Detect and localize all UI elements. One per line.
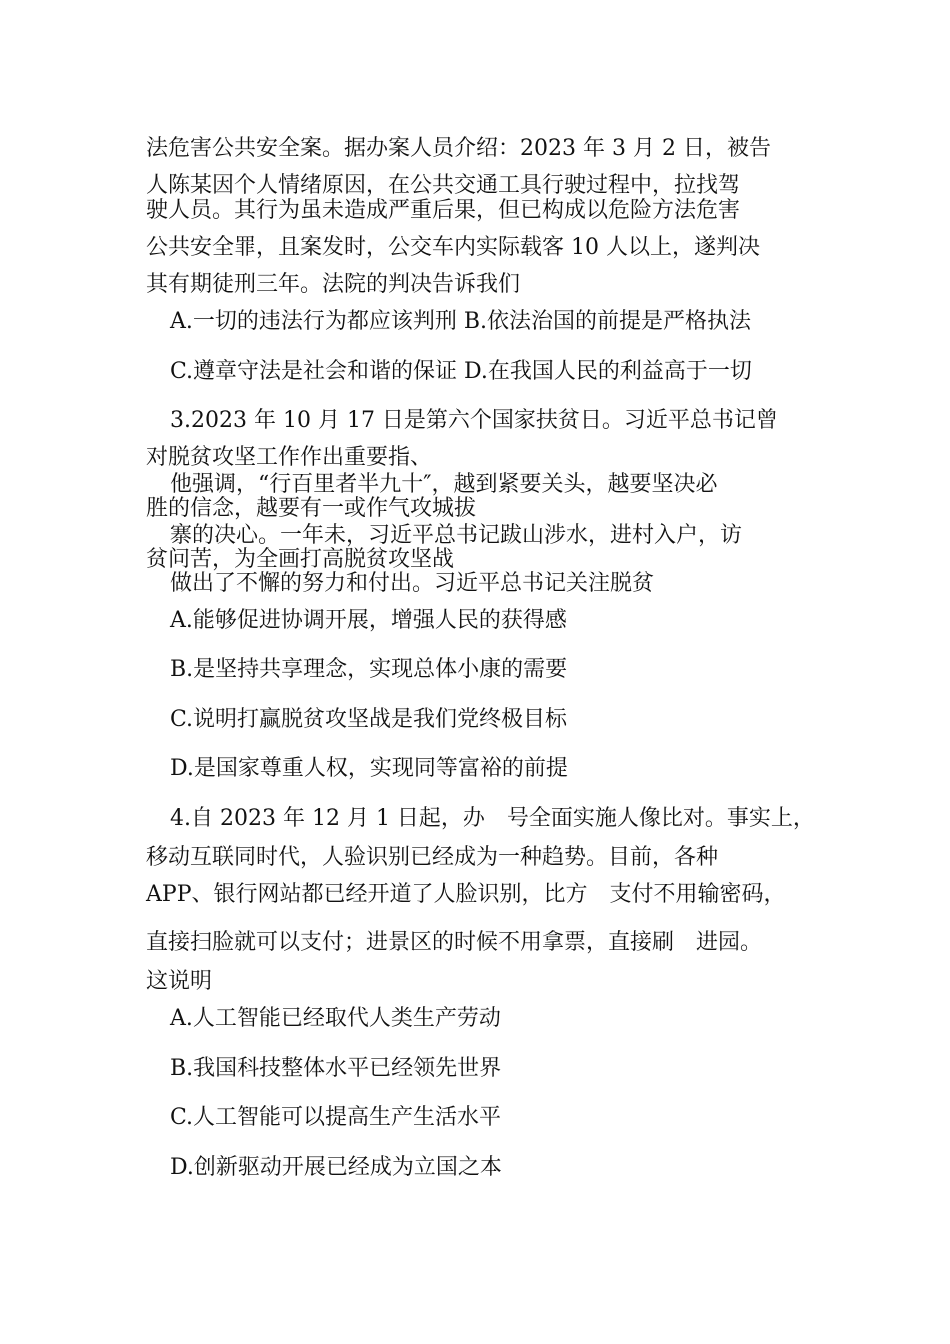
text-line: 他强调，“行百里者半九十″，越到紧要关头，越要坚决必 [170, 472, 718, 497]
option-line: A.一切的违法行为都应该判刑 B.依法治国的前提是严格执法 [170, 309, 752, 334]
option-line: B.是坚持共享理念，实现总体小康的需要 [170, 657, 568, 682]
text-line: 这说明 [146, 969, 213, 994]
text-line: 公共安全罪，且案发时，公交车内实际载客 10 人以上，遂判决 [146, 235, 760, 260]
option-line: D.是国家尊重人权，实现同等富裕的前提 [170, 756, 568, 781]
text-line: 移动互联同时代，人验识别已经成为一种趋势。目前，各种 [146, 845, 719, 870]
option-line: B.我国科技整体水平已经领先世界 [170, 1056, 502, 1081]
option-line: D.创新驱动开展已经成为立国之本 [170, 1155, 502, 1180]
option-line: C.遵章守法是社会和谐的保证 D.在我国人民的利益高于一切 [170, 359, 752, 384]
text-line: APP、银行网站都已经开道了人脸识别，比方 支付不用输密码， [146, 882, 786, 907]
option-line: C.人工智能可以提高生产生活水平 [170, 1105, 502, 1130]
option-line: C.说明打赢脱贫攻坚战是我们党终极目标 [170, 707, 568, 732]
text-line: 其有期徒刑三年。法院的判决告诉我们 [146, 272, 521, 297]
text-line: 胜的信念，越要有一或作气攻城拔 [146, 496, 477, 521]
text-line: 寨的决心。一年未，习近平总书记跋山涉水，进村入户，访 [170, 523, 743, 548]
text-line: 做出了不懈的努力和付出。习近平总书记关注脱贫 [170, 571, 655, 596]
text-line: 人陈某因个人情绪原因，在公共交通工具行驶过程中，拉找驾 [146, 173, 741, 198]
text-line: 直接扫脸就可以支付；进景区的时候不用拿票，直接刷 进园。 [146, 930, 763, 955]
text-line: 对脱贫攻坚工作作出重要指、 [146, 445, 433, 470]
option-line: A.能够促进协调开展，增强人民的获得感 [170, 608, 567, 633]
text-line: 法危害公共安全案。据办案人员介绍：2023 年 3 月 2 日，被告 [146, 136, 771, 161]
question-4: 4.自 2023 年 12 月 1 日起，办 号全面实施人像比对。事实上， [170, 806, 815, 831]
text-line: 驶人员。其行为虽未造成严重后果，但已构成以危险方法危害 [146, 198, 741, 223]
text-line: 贫问苦，为全画打高脱贫攻坚战 [146, 547, 455, 572]
option-line: A.人工智能已经取代人类生产劳动 [170, 1006, 501, 1031]
question-3: 3.2023 年 10 月 17 日是第六个国家扶贫日。习近平总书记曾 [170, 408, 778, 433]
